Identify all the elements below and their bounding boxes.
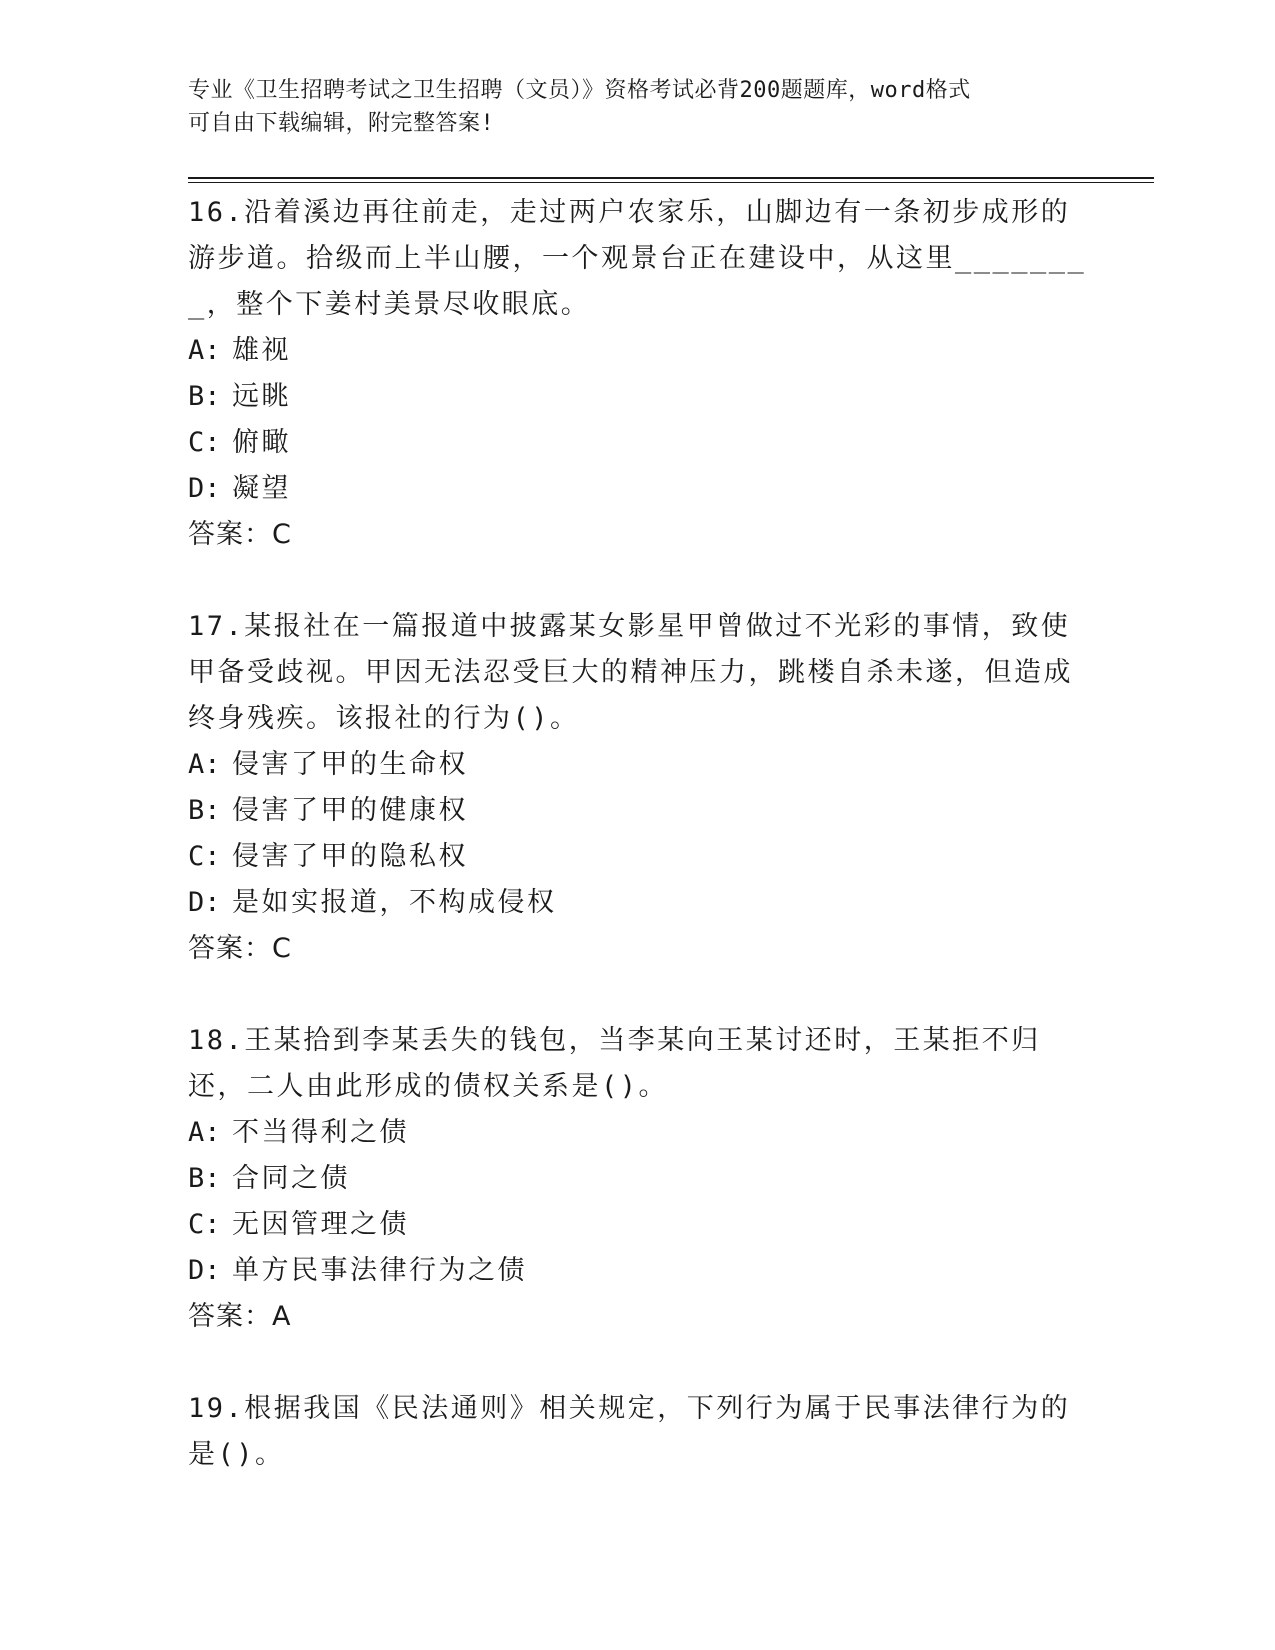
option-letter: A: (188, 335, 221, 366)
option-d (188, 880, 1088, 926)
option-letter: B: (188, 1163, 221, 1194)
option-text: 远眺 (232, 381, 291, 412)
option-a (188, 1110, 1088, 1156)
option-letter: D: (188, 887, 221, 918)
option-letter: D: (188, 1255, 221, 1286)
option-text: 是如实报道，不构成侵权 (232, 887, 557, 918)
option-text: 俯瞰 (232, 427, 291, 458)
question-spacer (188, 972, 1088, 1018)
header-divider-thick (188, 177, 1154, 179)
document-header (188, 74, 1068, 140)
option-text: 单方民事法律行为之债 (232, 1255, 527, 1286)
option-a (188, 742, 1088, 788)
question-text: 19.根据我国《民法通则》相关规定，下列行为属于民事法律行为的是()。 (188, 1393, 1071, 1470)
option-letter: B: (188, 795, 221, 826)
option-text: 侵害了甲的隐私权 (232, 841, 468, 872)
option-letter: B: (188, 381, 221, 412)
option-letter: A: (188, 1117, 221, 1148)
question-text: 18.王某拾到李某丢失的钱包，当李某向王某讨还时，王某拒不归还，二人由此形成的债权关系是()。 (188, 1025, 1041, 1102)
option-b (188, 788, 1088, 834)
question-item (188, 1018, 1088, 1340)
header-divider-thin (188, 182, 1154, 183)
header-line-2: 可自由下载编辑，附完整答案! (188, 111, 495, 136)
option-c (188, 1202, 1088, 1248)
answer-line: 答案：A (188, 1301, 292, 1332)
option-text: 无因管理之债 (232, 1209, 409, 1240)
option-text: 凝望 (232, 473, 291, 504)
header-line-1: 专业《卫生招聘考试之卫生招聘（文员）》资格考试必背200题题库，word格式 (188, 78, 971, 103)
option-b (188, 1156, 1088, 1202)
question-text: 16.沿着溪边再往前走，走过两户农家乐，山脚边有一条初步成形的游步道。拾级而上半山腰，一个观景台正在建设中，从这里________，整个下姜村美景尽收眼底。 (188, 197, 1087, 320)
question-item (188, 1386, 1088, 1478)
option-b (188, 374, 1088, 420)
question-spacer (188, 558, 1088, 604)
option-text: 合同之债 (232, 1163, 350, 1194)
option-text: 不当得利之债 (232, 1117, 409, 1148)
option-c (188, 834, 1088, 880)
question-list (188, 190, 1088, 1478)
option-letter: D: (188, 473, 221, 504)
answer-line: 答案：C (188, 519, 292, 550)
option-text: 侵害了甲的生命权 (232, 749, 468, 780)
option-letter: A: (188, 749, 221, 780)
option-d (188, 1248, 1088, 1294)
question-text: 17.某报社在一篇报道中披露某女影星甲曾做过不光彩的事情，致使甲备受歧视。甲因无法忍受巨大的精神压力，跳楼自杀未遂，但造成终身残疾。该报社的行为()。 (188, 611, 1073, 734)
option-letter: C: (188, 427, 221, 458)
option-letter: C: (188, 841, 221, 872)
question-item (188, 190, 1088, 558)
option-d (188, 466, 1088, 512)
answer-line: 答案：C (188, 933, 292, 964)
question-spacer (188, 1340, 1088, 1386)
option-letter: C: (188, 1209, 221, 1240)
option-text: 雄视 (232, 335, 291, 366)
option-a (188, 328, 1088, 374)
option-text: 侵害了甲的健康权 (232, 795, 468, 826)
option-c (188, 420, 1088, 466)
question-item (188, 604, 1088, 972)
